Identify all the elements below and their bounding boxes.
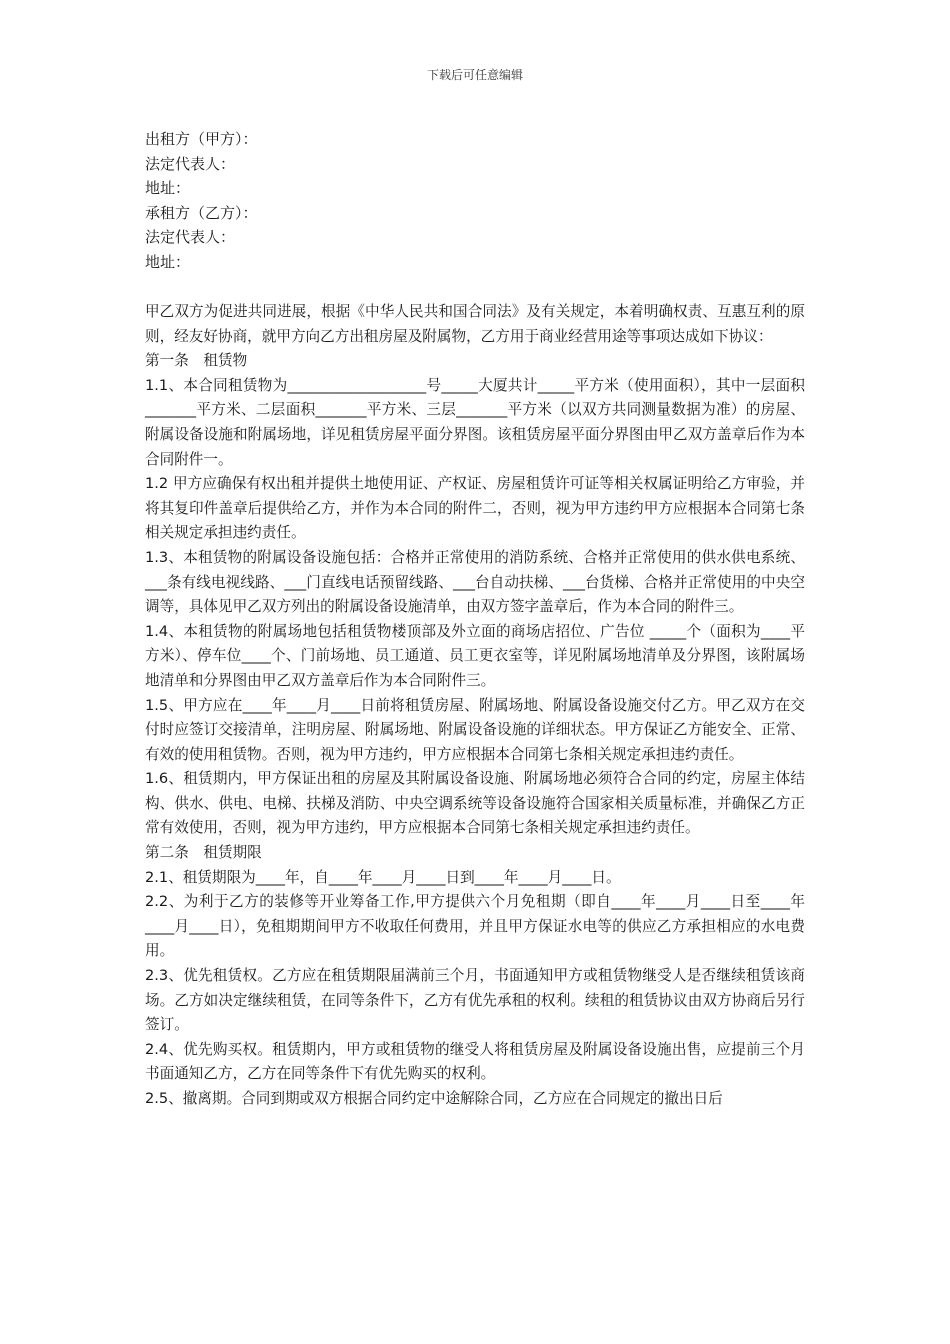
clause-2-3: 2.3、优先租赁权。乙方应在租赁期限届满前三个月，书面通知甲方或租赁物继受人是否继续租赁该商场。乙方如决定继续租赁，在同等条件下，乙方有优先承租的权利。续租的租赁协议由双方协商后另行签订。 (145, 967, 805, 1034)
article-2-heading: 第二条 租赁期限 (145, 844, 262, 862)
lessee-address-line: 地址： (145, 252, 191, 271)
header-note: 下载后可任意编辑 (426, 68, 523, 82)
lessee-line: 承租方（乙方）： (145, 203, 258, 222)
clause-2-5: 2.5、撤离期。合同到期或双方根据合同约定中途解除合同，乙方应在合同规定的撤出日后 (145, 1090, 723, 1107)
clause-1-3: 1.3、本租赁物的附属设备设施包括：合格并正常使用的消防系统、合格并正常使用的供水供电系统、___条有线电视线路、___门直线电话预留线路、___台自动扶梯、___台货梯、合格并正常使用的中央空调等，具体见甲乙双方列出的附属设备设施清单，由双方签字盖章后，作为本合同的附件三。 (145, 548, 805, 616)
clause-2-2: 2.2、为利于乙方的装修等开业筹备工作,甲方提供六个月免租期（即自____年____月____日至____年____月____日），免租期期间甲方不收取任何费用，并且甲方保证水电等的供应乙方承担相应的水电费用。 (145, 893, 805, 960)
lessor-address-line: 地址： (145, 179, 191, 197)
contract-body (145, 300, 805, 1112)
clause-1-5: 1.5、甲方应在____年____月____日前将租赁房屋、附属场地、附属设备设施交付乙方。甲乙双方在交付时应签订交接清单，注明房屋、附属场地、附属设备设施的详细状态。甲方保证乙方能安全、正常、有效的使用租赁物。否则，视为甲方违约，甲方应根据本合同第七条相关规定承担违约责任。 (145, 696, 805, 763)
lessee-representative-line: 法定代表人： (145, 228, 236, 246)
lessor-representative-line: 法定代表人： (145, 154, 236, 173)
clause-2-1: 2.1、租赁期限为____年，自____年____月____日到____年____月____日。 (145, 868, 621, 886)
clause-1-2: 1.2 甲方应确保有权出租并提供土地使用证、产权证、房屋租赁许可证等相关权属证明给乙方审验，并将其复印件盖章后提供给乙方，并作为本合同的附件二，否则，视为甲方违约甲方应根据本合同第七条相关规定承担违约责任。 (145, 475, 805, 542)
article-1-heading: 第一条 租赁物 (145, 352, 248, 370)
lessor-line: 出租方（甲方）： (145, 130, 258, 148)
preamble-paragraph: 甲乙双方为促进共同进展，根据《中华人民共和国合同法》及有关规定，本着明确权责、互惠互利的原则，经友好协商，就甲方向乙方出租房屋及附属物，乙方用于商业经营用途等事项达成如下协议： (145, 303, 805, 345)
party-info-block (145, 127, 258, 274)
clause-1-6: 1.6、租赁期内，甲方保证出租的房屋及其附属设备设施、附属场地必须符合合同的约定，房屋主体结构、供水、供电、电梯、扶梯及消防、中央空调系统等设备设施符合国家相关质量标准，并确保乙方正常有效使用，否则，视为甲方违约，甲方应根据本合同第七条相关规定承担违约责任。 (145, 770, 805, 837)
clause-1-4: 1.4、本租赁物的附属场地包括租赁物楼顶部及外立面的商场店招位、广告位 _____个（面积为____平方米）、停车位____个、门前场地、员工通道、员工更衣室等，详见附属场地清单及分界图，该附属场地清单和分界图由甲乙双方盖章后作为本合同附件三。 (145, 622, 805, 689)
clause-1-1: 1.1、本合同租赁物为___________________号_____大厦共计_____平方米（使用面积），其中一层面积_______平方米、二层面积_______平方米、三层_______平方米（以双方共同测量数据为准）的房屋、附属设备设施和附属场地，详见租赁房屋平面分界图。该租赁房屋平面分界图由甲乙双方盖章后作为本合同附件一。 (145, 376, 805, 468)
clause-2-4: 2.4、优先购买权。租赁期内，甲方或租赁物的继受人将租赁房屋及附属设备设施出售，应提前三个月书面通知乙方，乙方在同等条件下有优先购买的权利。 (145, 1040, 805, 1083)
